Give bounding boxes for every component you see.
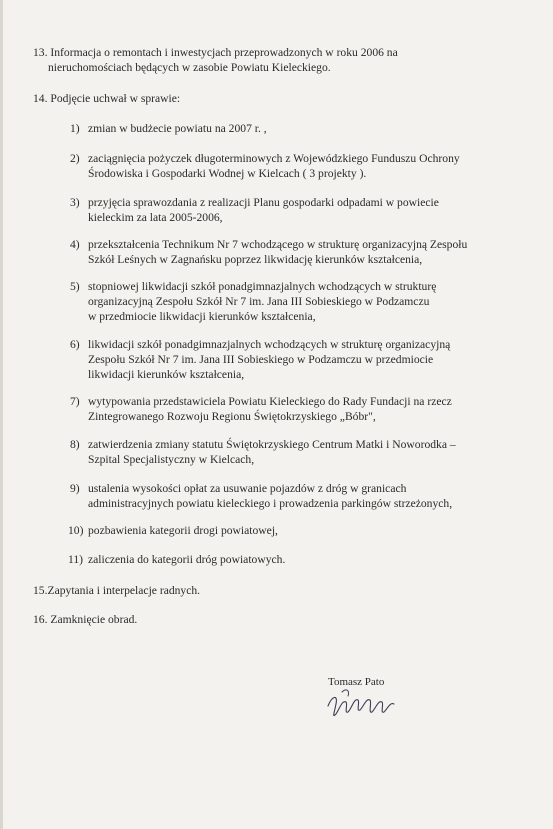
- subitem-2-number: 2): [70, 152, 80, 165]
- subitem-9-number: 9): [70, 482, 80, 495]
- subitem-3-number: 3): [70, 196, 80, 209]
- subitem-8-number: 8): [70, 438, 80, 451]
- subitem-5-line-1: stopniowej likwidacji szkół ponadgimnazjalnych wchodzących w strukturę: [88, 280, 437, 293]
- item-13-line-2: nieruchomościach będących w zasobie Powiatu Kieleckiego.: [48, 61, 331, 74]
- subitem-5-line-3: w przedmiocie likwidacji kierunków kształcenia,: [88, 310, 316, 323]
- subitem-6-number: 6): [70, 338, 80, 351]
- subitem-11-line-1: zaliczenia do kategorii dróg powiatowych.: [88, 553, 286, 566]
- subitem-7-line-1: wytypowania przedstawiciela Powiatu Kieleckiego do Rady Fundacji na rzecz: [88, 395, 452, 408]
- item-14-heading: 14. Podjęcie uchwał w sprawie:: [33, 92, 181, 105]
- subitem-1-number: 1): [70, 122, 80, 135]
- item-16: 16. Zamknięcie obrad.: [33, 613, 138, 626]
- scan-edge: [0, 0, 3, 829]
- subitem-4-number: 4): [70, 238, 80, 251]
- subitem-10-line-1: pozbawienia kategorii drogi powiatowej,: [88, 524, 278, 537]
- subitem-5-number: 5): [70, 280, 80, 293]
- subitem-4-line-1: przekształcenia Technikum Nr 7 wchodzącego w strukturę organizacyjną Zespołu: [88, 238, 468, 251]
- subitem-3-line-2: kieleckim za lata 2005-2006,: [88, 211, 223, 224]
- subitem-2-line-1: zaciągnięcia pożyczek długoterminowych z Wojewódzkiego Funduszu Ochrony: [88, 152, 460, 165]
- item-13-line-1: 13. Informacja o remontach i inwestycjach przeprowadzonych w roku 2006 na: [33, 46, 398, 59]
- subitem-8-line-1: zatwierdzenia zmiany statutu Świętokrzyskiego Centrum Matki i Noworodka –: [88, 438, 456, 451]
- subitem-2-line-2: Środowiska i Gospodarki Wodnej w Kielcach ( 3 projekty ).: [88, 167, 367, 180]
- subitem-11-number: 11): [68, 553, 84, 566]
- subitem-1-line-1: zmian w budżecie powiatu na 2007 r. ,: [88, 122, 267, 135]
- subitem-9-line-1: ustalenia wysokości opłat za usuwanie pojazdów z dróg w granicach: [88, 482, 407, 495]
- subitem-4-line-2: Szkół Leśnych w Zagnańsku poprzez likwidację kierunków kształcenia,: [88, 253, 423, 266]
- subitem-6-line-2: Zespołu Szkół Nr 7 im. Jana III Sobieskiego w Podzamczu w przedmiocie: [88, 353, 434, 366]
- subitem-9-line-2: administracyjnych powiatu kieleckiego i prowadzenia parkingów strzeżonych,: [88, 497, 453, 510]
- subitem-10-number: 10): [68, 524, 84, 537]
- item-15: 15.Zapytania i interpelacje radnych.: [33, 584, 201, 597]
- handwritten-signature: [322, 684, 412, 724]
- signatory-name: Tomasz Pato: [328, 676, 385, 688]
- subitem-3-line-1: przyjęcia sprawozdania z realizacji Planu gospodarki odpadami w powiecie: [88, 196, 439, 209]
- subitem-7-number: 7): [70, 395, 80, 408]
- subitem-6-line-3: likwidacji kierunków kształcenia,: [88, 368, 245, 381]
- subitem-5-line-2: organizacyjną Zespołu Szkół Nr 7 im. Jana III Sobieskiego w Podzamczu: [88, 295, 430, 308]
- subitem-7-line-2: Zintegrowanego Rozwoju Regionu Świętokrzyskiego „Bóbr",: [88, 410, 376, 423]
- subitem-6-line-1: likwidacji szkół ponadgimnazjalnych wchodzących w strukturę organizacyjną: [88, 338, 451, 351]
- subitem-8-line-2: Szpital Specjalistyczny w Kielcach,: [88, 453, 255, 466]
